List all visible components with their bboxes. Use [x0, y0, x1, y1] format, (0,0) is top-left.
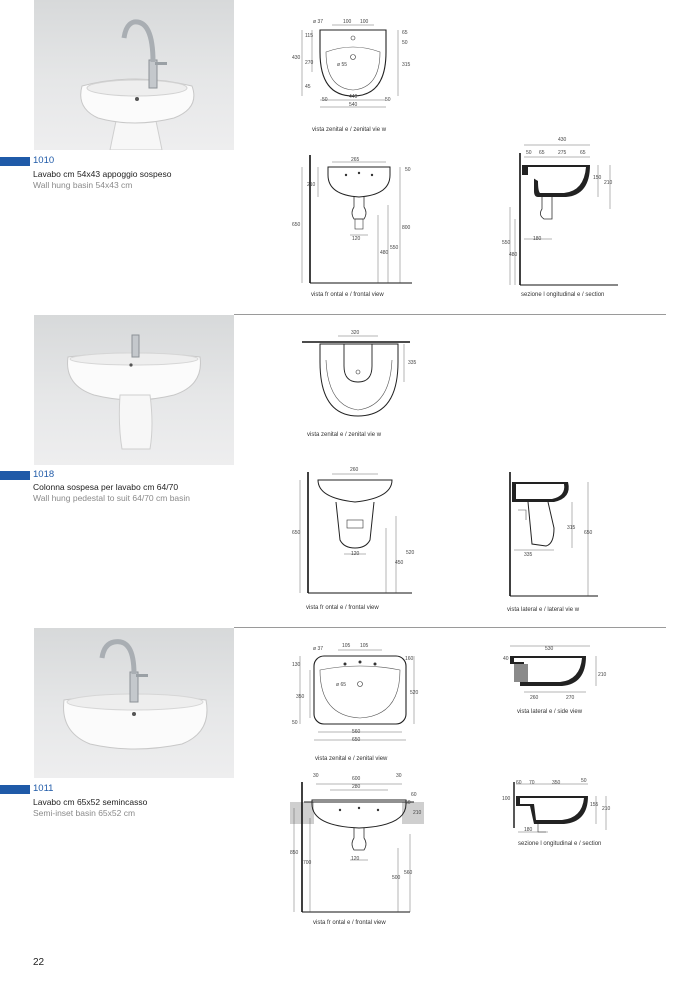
- dim-label: 50: [526, 150, 532, 156]
- product-photo-1010: [34, 0, 234, 150]
- dim-label: 530: [545, 646, 554, 652]
- page-number: 22: [33, 957, 45, 968]
- dim-label: 210: [413, 810, 422, 816]
- dim-label: 100: [502, 796, 511, 802]
- dim-label: 60: [411, 792, 417, 798]
- product-code-1018: 1018: [33, 469, 55, 480]
- dim-label: 500: [392, 875, 401, 881]
- dim-label: 560: [404, 870, 413, 876]
- dim-label: 180: [524, 827, 533, 833]
- product-title-en-1010: Wall hung basin 54x43 cm: [33, 180, 133, 190]
- dim-label: 210: [307, 182, 316, 188]
- dim-label: 120: [352, 236, 361, 242]
- caption-front-1010: vista fr ontal e / frontal view: [311, 292, 384, 298]
- caption-section-1011: sezione l ongitudinal e / section: [518, 841, 602, 847]
- dim-label: ø 55: [337, 62, 348, 68]
- dim-label: 520: [410, 690, 419, 696]
- dim-label: 520: [406, 550, 415, 556]
- dim-label: 550: [502, 240, 511, 246]
- caption-section-1010: sezione l ongitudinal e / section: [521, 292, 605, 298]
- dim-label: 50: [322, 97, 328, 103]
- caption-front-1018: vista fr ontal e / frontal view: [306, 605, 379, 611]
- product-title-it-1010: Lavabo cm 54x43 appoggio sospeso: [33, 169, 172, 179]
- dim-label: 260: [530, 695, 539, 701]
- product-title-it-1018: Colonna sospesa per lavabo cm 64/70: [33, 482, 179, 492]
- section-divider: [234, 627, 666, 628]
- section-divider: [234, 314, 666, 315]
- dim-label: 50: [292, 720, 298, 726]
- dim-label: 275: [558, 150, 567, 156]
- dim-label: 320: [351, 330, 360, 336]
- dim-label: 335: [524, 552, 533, 558]
- dim-label: ø 37: [313, 646, 324, 652]
- dim-label: 155: [590, 802, 599, 808]
- dim-label: 180: [533, 236, 542, 242]
- dim-label: 120: [351, 856, 360, 862]
- drawing-top-1018: [298, 326, 428, 426]
- product-title-en-1011: Semi-inset basin 65x52 cm: [33, 808, 136, 818]
- code-marker-1011: [0, 785, 30, 794]
- caption-lateral-1018: vista lateral e / lateral vie w: [507, 607, 580, 613]
- product-code-1010: 1010: [33, 155, 55, 166]
- dim-label: 210: [602, 806, 611, 812]
- dim-label: 50: [385, 97, 391, 103]
- dim-label: 480: [380, 250, 389, 256]
- dim-label: 210: [604, 180, 613, 186]
- dim-label: 40: [503, 656, 509, 662]
- dim-label: 160: [405, 656, 414, 662]
- dim-label: 50: [402, 40, 408, 46]
- dim-label: 270: [566, 695, 575, 701]
- dim-label: 550: [390, 245, 399, 251]
- dim-label: 650: [292, 530, 301, 536]
- drawing-front-1018: [292, 468, 422, 598]
- dim-label: 115: [305, 33, 313, 39]
- product-title-it-1011: Lavabo cm 65x52 semincasso: [33, 797, 148, 807]
- dim-label: 100: [343, 19, 352, 25]
- dim-label: 120: [351, 551, 360, 557]
- drawing-section-1011: [500, 778, 615, 838]
- dim-label: 100: [360, 19, 369, 25]
- dim-label: 335: [408, 360, 417, 366]
- product-title-en-1018: Wall hung pedestal to suit 64/70 cm basin: [33, 493, 191, 503]
- dim-label: 350: [552, 780, 561, 786]
- dim-label: 265: [351, 157, 360, 163]
- dim-label: 60: [516, 780, 522, 786]
- dim-label: 70: [529, 780, 535, 786]
- dim-label: 600: [352, 776, 361, 782]
- dim-label: 50: [405, 800, 411, 806]
- dim-label: 105: [360, 643, 369, 649]
- caption-top-1011: vista zenital e / zenital view: [315, 756, 388, 762]
- dim-label: 65: [539, 150, 545, 156]
- dim-label: 440: [349, 94, 358, 100]
- dim-label: 800: [402, 225, 411, 231]
- dim-label: 270: [305, 60, 314, 66]
- product-photo-1011: [34, 628, 234, 778]
- dim-label: 50: [581, 778, 587, 784]
- dim-label: 65: [580, 150, 586, 156]
- caption-front-1011: vista fr ontal e / frontal view: [313, 920, 386, 926]
- caption-top-1010: vista zenital e / zenital vie w: [312, 127, 387, 133]
- dim-label: 430: [558, 137, 567, 143]
- dim-label: 30: [313, 773, 319, 779]
- dim-label: 430: [292, 55, 301, 61]
- dim-label: 315: [567, 525, 576, 531]
- dim-label: 260: [350, 467, 359, 473]
- dim-label: 650: [584, 530, 593, 536]
- caption-top-1018: vista zenital e / zenital vie w: [307, 432, 382, 438]
- dim-label: 105: [342, 643, 351, 649]
- product-code-1011: 1011: [33, 783, 54, 794]
- dim-label: 45: [305, 84, 311, 90]
- dim-label: ø 37: [313, 19, 324, 25]
- dim-label: 700: [303, 860, 312, 866]
- dim-label: 480: [509, 252, 518, 258]
- drawing-side-1011: [500, 640, 610, 705]
- dim-label: 315: [402, 62, 411, 68]
- dim-label: 560: [352, 729, 361, 735]
- dim-label: 350: [296, 694, 305, 700]
- drawing-front-1010: [292, 155, 422, 290]
- dim-label: 50: [405, 167, 411, 173]
- dim-label: 130: [292, 662, 301, 668]
- dim-label: 280: [352, 784, 361, 790]
- dim-label: 30: [396, 773, 402, 779]
- code-marker-1010: [0, 157, 30, 166]
- dim-label: ø 65: [336, 682, 347, 688]
- dim-label: 450: [395, 560, 404, 566]
- drawing-section-1010: [498, 135, 628, 290]
- dim-label: 540: [349, 102, 358, 108]
- code-marker-1018: [0, 471, 30, 480]
- dim-label: 150: [593, 175, 602, 181]
- caption-side-1011: vista lateral e / side view: [517, 709, 583, 715]
- dim-label: 65: [402, 30, 408, 36]
- drawing-front-1011: [290, 778, 430, 918]
- dim-label: 650: [352, 737, 361, 743]
- product-photo-1018: [34, 315, 234, 465]
- dim-label: 210: [598, 672, 607, 678]
- dim-label: 850: [290, 850, 299, 856]
- dim-label: 650: [292, 222, 301, 228]
